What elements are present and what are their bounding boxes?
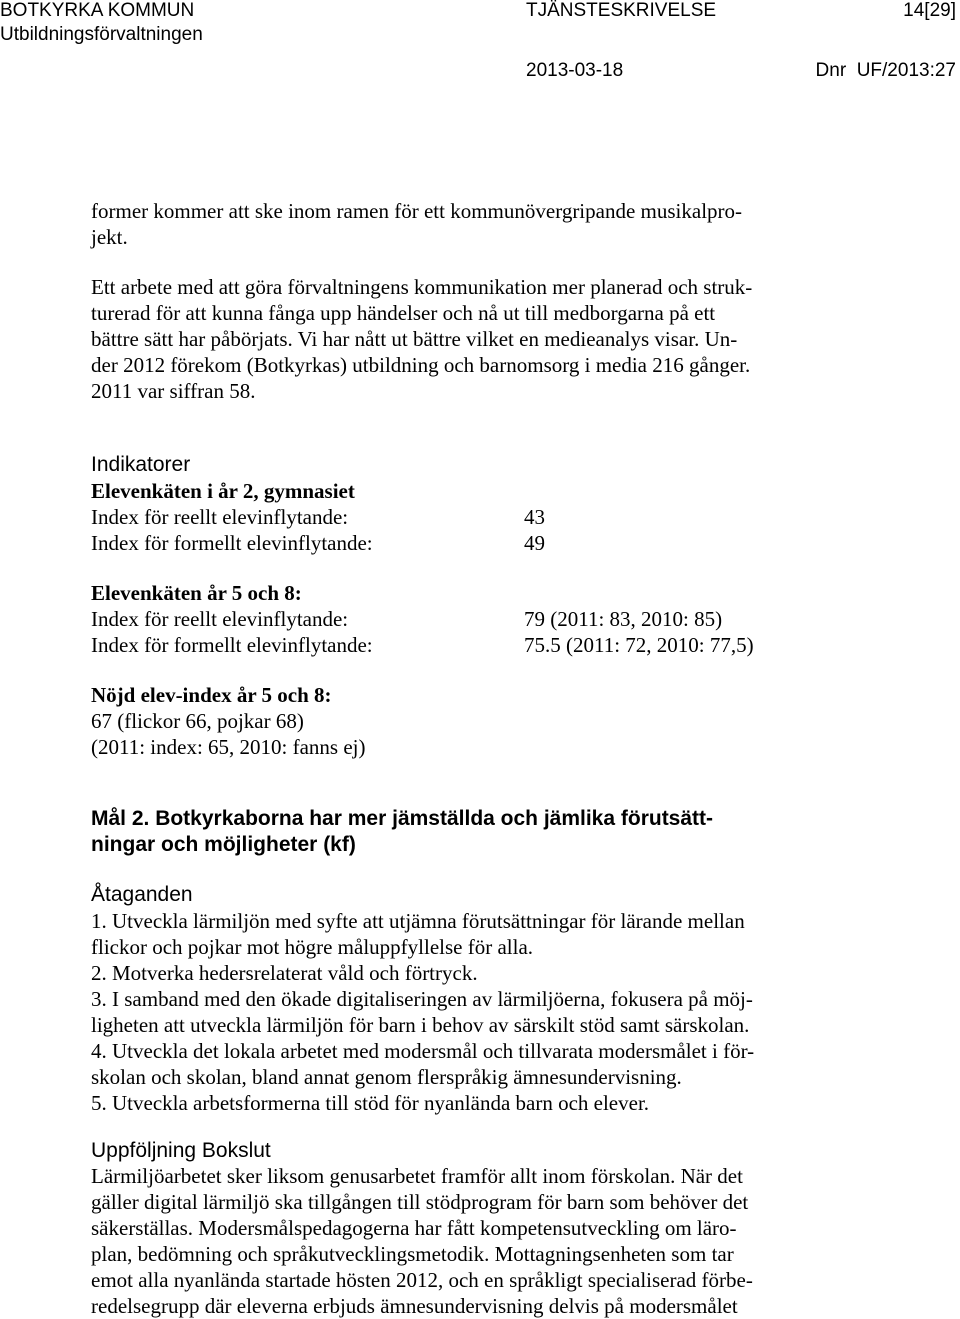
paragraph-communication <box>91 274 911 404</box>
text-line: 4. Utveckla det lokala arbetet med modersmål och tillvarata modersmålet i för- <box>91 1039 755 1063</box>
text-line: jekt. <box>91 225 128 249</box>
followup-heading: Uppföljning Bokslut <box>91 1139 271 1162</box>
indicator-value: 43 <box>524 505 545 529</box>
department-name: Utbildningsförvaltningen <box>0 24 203 45</box>
text-line: 67 (flickor 66, pojkar 68) <box>91 709 304 733</box>
text-line: redelsegrupp där eleverna erbjuds ämnesundervisning delvis på modersmålet <box>91 1294 738 1318</box>
indicator-label: Index för formellt elevinflytande: <box>91 633 373 657</box>
indicator-value: 75.5 (2011: 72, 2010: 77,5) <box>524 633 754 657</box>
indicator-value: 79 (2011: 83, 2010: 85) <box>524 607 723 631</box>
text-line: emot alla nyanlända startade hösten 2012, och en språkligt specialiserad förbe- <box>91 1268 753 1292</box>
text-line: ligheten att utveckla lärmiljön för barn i behov av särskilt stöd samt särskolan. <box>91 1013 750 1037</box>
text-line: Mål 2. Botkyrkaborna har mer jämställda och jämlika förutsätt- <box>91 807 714 830</box>
followup-paragraph <box>91 1163 911 1319</box>
text-line: skolan och skolan, bland annat genom flerspråkig ämnesundervisning. <box>91 1065 682 1089</box>
indicator-row <box>91 530 911 556</box>
survey-year5-8 <box>91 580 911 658</box>
text-line: turerad för att kunna fånga upp händelser och nå ut till medborgarna på ett <box>91 301 716 325</box>
text-line: flickor och pojkar mot högre måluppfyllelse för alla. <box>91 935 534 959</box>
survey-title: Elevenkäten år 5 och 8: <box>91 581 302 605</box>
indicator-label: Index för formellt elevinflytande: <box>91 531 373 555</box>
indicator-label: Index för reellt elevinflytande: <box>91 607 349 631</box>
text-line: Lärmiljöarbetet sker liksom genusarbetet framför allt inom förskolan. När det <box>91 1164 743 1188</box>
text-line: 5. Utveckla arbetsformerna till stöd för nyanlända barn och elever. <box>91 1091 650 1115</box>
survey-title: Elevenkäten i år 2, gymnasiet <box>91 479 355 503</box>
indicator-value: 49 <box>524 531 545 555</box>
commitments-list <box>91 908 911 1116</box>
text-line: säkerställas. Modersmålspedagogerna har fått kompetensutveckling om läro- <box>91 1216 737 1240</box>
text-line: bättre sätt har påbörjats. Vi har nått ut bättre vilket en medieanalys visar. Un- <box>91 327 738 351</box>
satisfaction-title: Nöjd elev-index år 5 och 8: <box>91 683 332 707</box>
indicator-row <box>91 606 911 632</box>
text-line: (2011: index: 65, 2010: fanns ej) <box>91 735 366 759</box>
document-type: TJÄNSTESKRIVELSE <box>526 0 717 21</box>
page-number: 14[29] <box>903 0 956 21</box>
org-name: BOTKYRKA KOMMUN <box>0 0 195 21</box>
survey-year2 <box>91 478 911 556</box>
indicator-label: Index för reellt elevinflytande: <box>91 505 349 529</box>
text-line: plan, bedömning och språkutvecklingsmetodik. Mottagningsenheten som tar <box>91 1242 734 1266</box>
text-line: 2. Motverka hedersrelaterat våld och förtryck. <box>91 961 478 985</box>
registration-number: Dnr UF/2013:27 <box>815 60 956 81</box>
commitments-heading: Åtaganden <box>91 883 193 906</box>
text-line: 2011 var siffran 58. <box>91 379 256 403</box>
goal-heading <box>91 806 911 858</box>
indicators-heading: Indikatorer <box>91 453 191 476</box>
text-line: 3. I samband med den ökade digitaliseringen av lärmiljöerna, fokusera på möj- <box>91 987 753 1011</box>
paragraph-music-project <box>91 198 911 250</box>
text-line: gäller digital lärmiljö ska tillgången till stödprogram för barn som behöver det <box>91 1190 749 1214</box>
document-date: 2013-03-18 <box>526 60 624 81</box>
text-line: 1. Utveckla lärmiljön med syfte att utjämna förutsättningar för lärande mellan <box>91 909 745 933</box>
text-line: der 2012 förekom (Botkyrkas) utbildning och barnomsorg i media 216 gånger. <box>91 353 751 377</box>
text-line: ningar och möjligheter (kf) <box>91 833 356 856</box>
satisfaction-index <box>91 682 911 760</box>
indicator-row <box>91 632 911 658</box>
text-line: former kommer att ske inom ramen för ett kommunövergripande musikalpro- <box>91 199 743 223</box>
text-line: Ett arbete med att göra förvaltningens kommunikation mer planerad och struk- <box>91 275 753 299</box>
indicator-row <box>91 504 911 530</box>
